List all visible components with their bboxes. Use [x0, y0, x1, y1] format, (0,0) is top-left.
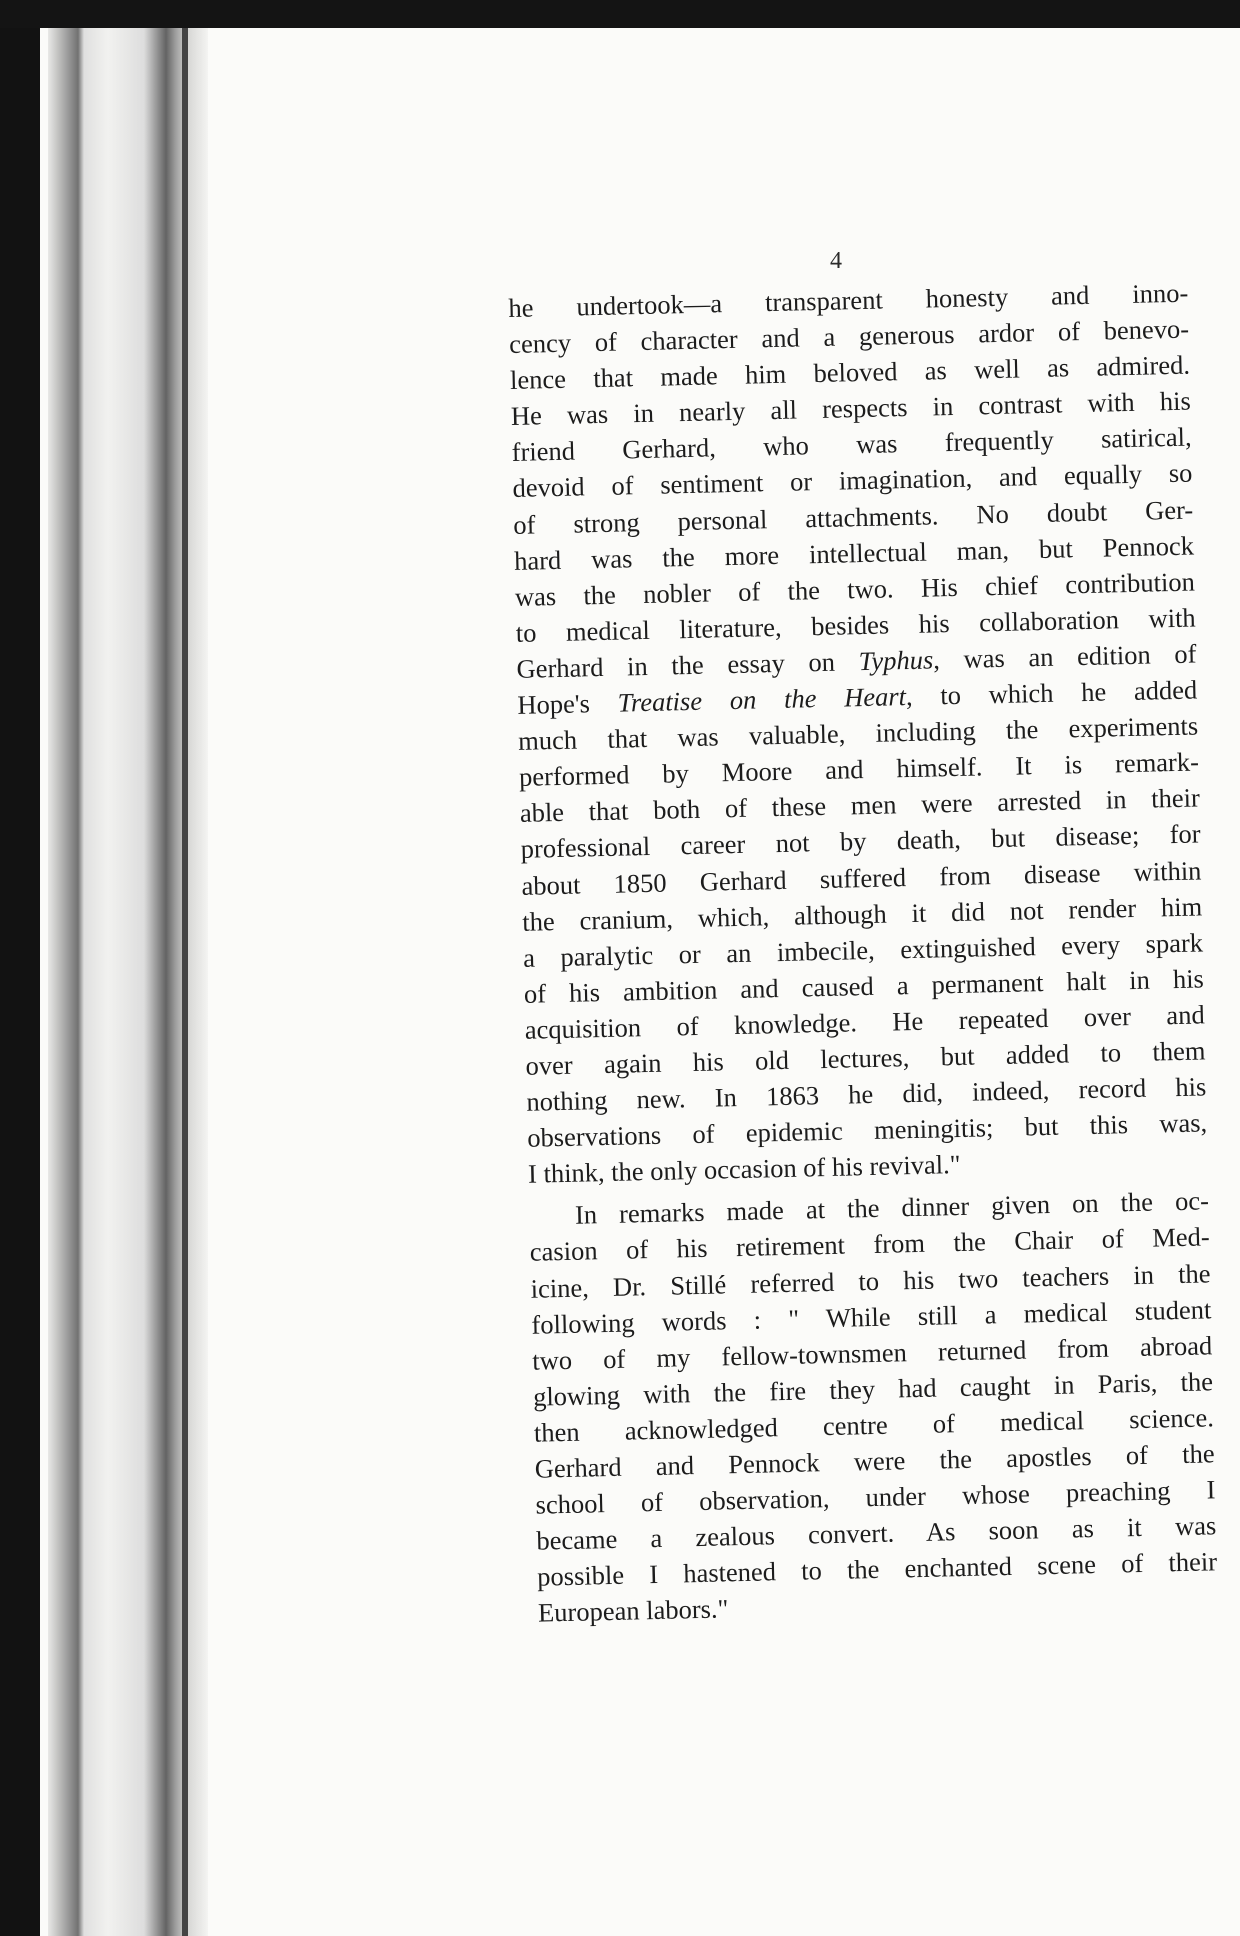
text-line: devoid of sentiment or imagination, and equally so	[512, 457, 1193, 504]
text-line: casion of his retirement from the Chair of Med-	[529, 1221, 1211, 1268]
text-line: I think, the only occasion of his revival."	[527, 1149, 961, 1190]
text-line-italic-treatise: Hope's Treatise on the Heart, to which he added	[517, 674, 1198, 720]
page-number: 4	[830, 248, 842, 274]
text-line-italic-typhus: Gerhard in the essay on Typhus, was an edition of	[516, 638, 1197, 684]
text-line: possible I hastened to the enchanted scene of their	[536, 1546, 1218, 1592]
text-line: of strong personal attachments. No doubt Ger-	[512, 494, 1194, 540]
text-line: professional career not by death, but disease; for	[520, 818, 1201, 865]
text-line: Gerhard and Pennock were the apostles of the	[534, 1438, 1215, 1484]
paragraph-2	[529, 1183, 1219, 1631]
text-line: much that was valuable, including the experiments	[517, 710, 1199, 757]
text-line: acquisition of knowledge. He repeated over and	[524, 999, 1205, 1045]
italic-title: Typhus	[858, 644, 934, 677]
text-line: then acknowledged centre of medical science.	[533, 1402, 1215, 1448]
text-line: school of observation, under whose preaching I	[535, 1474, 1216, 1520]
italic-title: Treatise on the Heart	[617, 681, 907, 718]
text-line: European labors."	[537, 1593, 729, 1629]
text-line: a paralytic or an imbecile, extinguished every spark	[522, 927, 1204, 973]
text-line: about 1850 Gerhard suffered from disease within	[521, 854, 1202, 901]
text-line: of his ambition and caused a permanent halt in his	[523, 963, 1205, 1009]
text-line: was the nobler of the two. His chief contribution	[514, 566, 1196, 612]
text-line: glowing with the fire they had caught in Paris, the	[532, 1366, 1214, 1412]
text-line: hard was the more intellectual man, but Pennock	[513, 530, 1195, 576]
text-line: to medical literature, besides his collaboration with	[515, 602, 1196, 648]
scan-top-edge	[0, 0, 1240, 28]
text-line: the cranium, which, although it did not render him	[521, 891, 1203, 937]
text-line: able that both of these men were arrested in their	[519, 782, 1201, 829]
text-line: over again his old lectures, but added to them	[525, 1035, 1206, 1081]
text-line: lence that made him beloved as well as admired.	[509, 349, 1191, 396]
text-line: two of my fellow-townsmen returned from abroad	[531, 1330, 1213, 1376]
text-line: friend Gerhard, who was frequently satirical,	[511, 421, 1192, 468]
text-line: nothing new. In 1863 he did, indeed, record his	[526, 1071, 1207, 1117]
text-line: observations of epidemic meningitis; but this was,	[526, 1107, 1208, 1153]
text-line: performed by Moore and himself. It is remark-	[518, 746, 1200, 793]
body-text	[508, 275, 1218, 1632]
text-line: he undertook—a transparent honesty and inno-	[508, 277, 1189, 323]
book-binding-gutter	[48, 28, 208, 1936]
text-line: became a zealous convert. As soon as it was	[536, 1510, 1217, 1556]
text-line: icine, Dr. Stillé referred to his two teachers in the	[530, 1257, 1211, 1304]
text-line: In remarks made at the dinner given on the oc-	[574, 1185, 1210, 1231]
text-line: following words : " While still a medical student	[531, 1293, 1212, 1340]
text-line: cency of character and a generous ardor of benevo-	[508, 313, 1190, 360]
paragraph-1	[508, 275, 1208, 1193]
text-line: He was in nearly all respects in contrast with his	[510, 385, 1192, 432]
